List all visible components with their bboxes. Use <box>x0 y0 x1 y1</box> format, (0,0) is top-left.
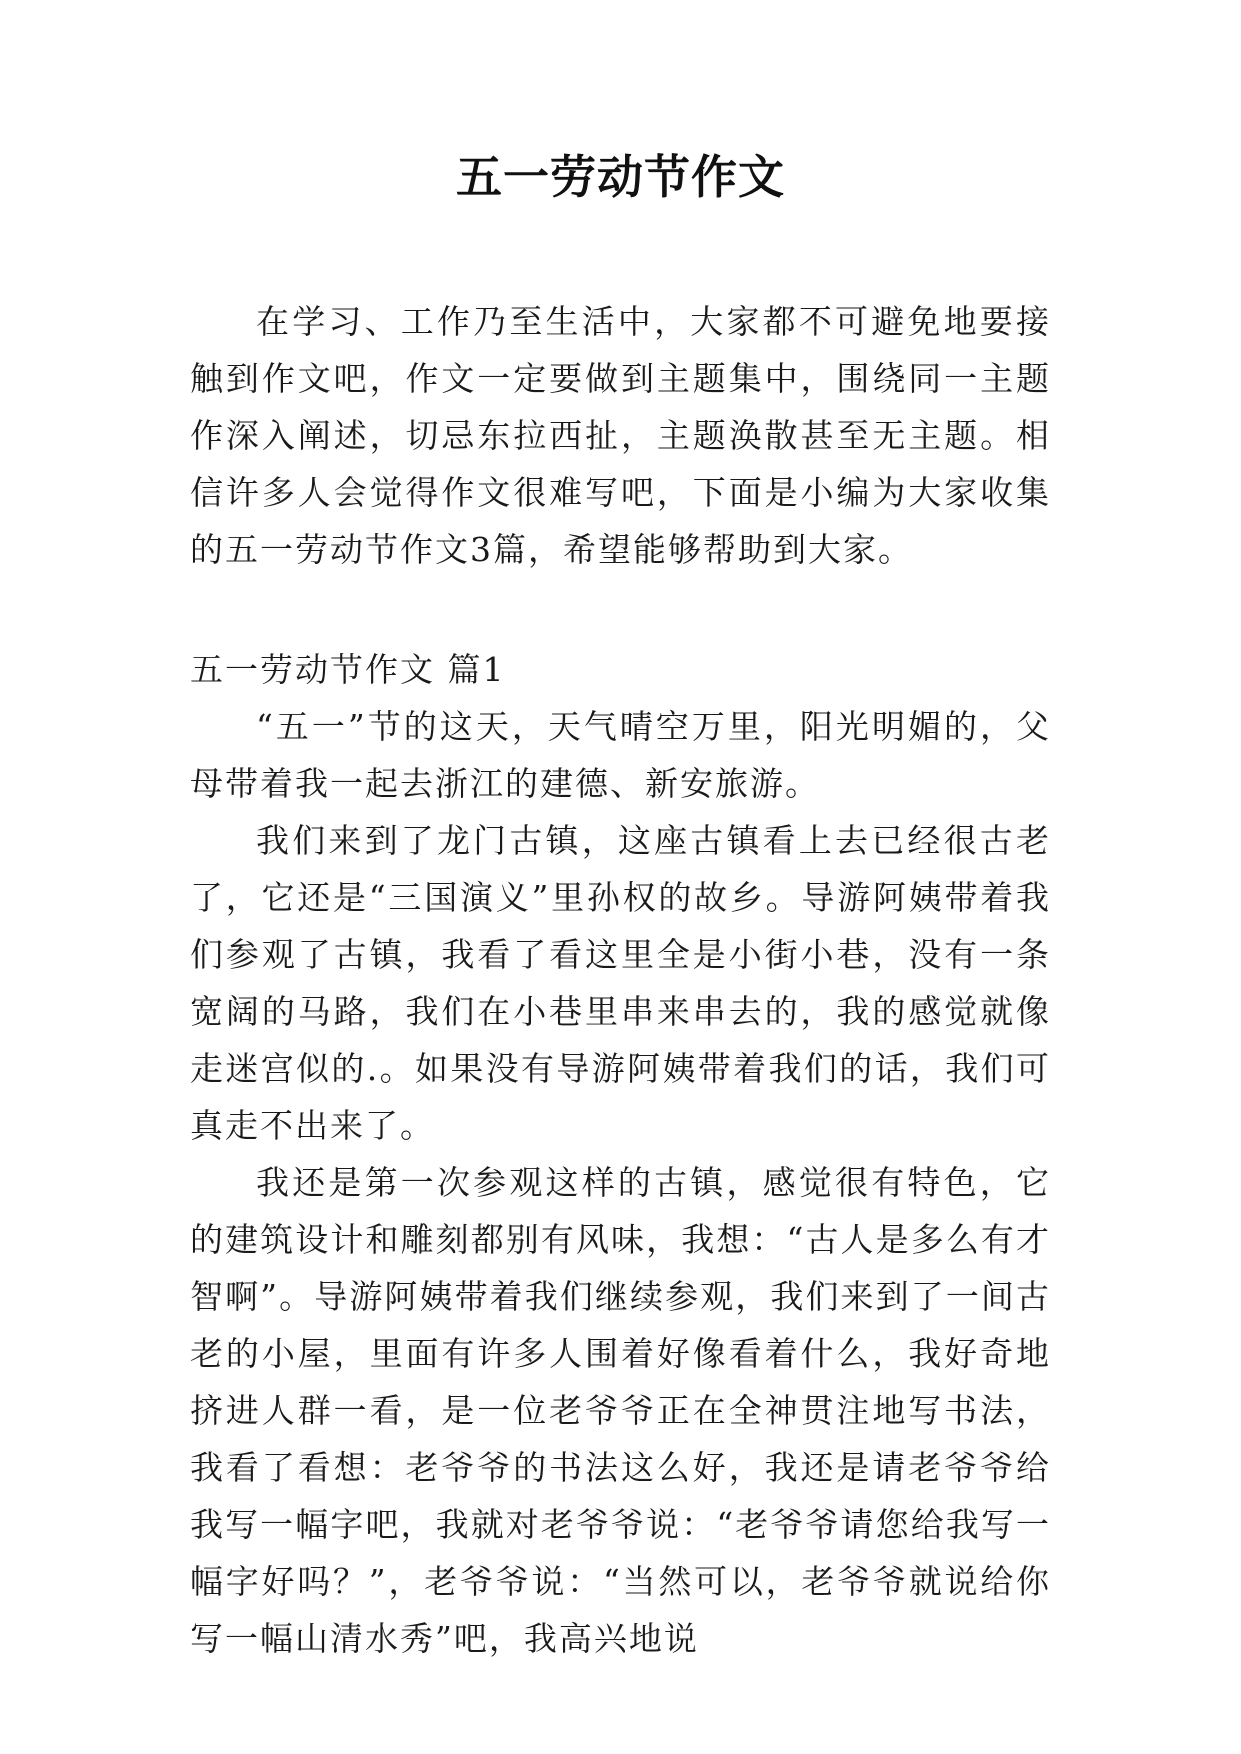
body-paragraph-3: 我还是第一次参观这样的古镇，感觉很有特色，它的建筑设计和雕刻都别有风味，我想：“古人是多么有才智啊”。导游阿姨带着我们继续参观，我们来到了一间古老的小屋，里面有许多人围着好像看着什么，我好奇地挤进人群一看，是一位老爷爷正在全神贯注地写书法，我看了看想：老爷爷的书法这么好，我还是请老爷爷给我写一幅字吧，我就对老爷爷说：“老爷爷请您给我写一幅字好吗？”，老爷爷说：“当然可以，老爷爷就说给你写一幅山清水秀”吧，我高兴地说 <box>190 1163 1051 1658</box>
body-paragraph-2: 我们来到了龙门古镇，这座古镇看上去已经很古老了，它还是“三国演义”里孙权的故乡。导游阿姨带着我们参观了古镇，我看了看这里全是小街小巷，没有一条宽阔的马路，我们在小巷里串来串去的，我的感觉就像走迷宫似的.。如果没有导游阿姨带着我们的话，我们可真走不出来了。 <box>190 821 1051 1145</box>
body-paragraph-1: “五一”节的这天，天气晴空万里，阳光明媚的，父母带着我一起去浙江的建德、新安旅游。 <box>190 707 1051 803</box>
intro-paragraph: 在学习、工作乃至生活中，大家都不可避免地要接触到作文吧，作文一定要做到主题集中，围绕同一主题作深入阐述，切忌东拉西扯，主题涣散甚至无主题。相信许多人会觉得作文很难写吧，下面是小编为大家收集的五一劳动节作文3篇，希望能够帮助到大家。 <box>190 302 1051 569</box>
document-title: 五一劳动节作文 <box>456 150 785 204</box>
document-body <box>190 293 1051 1667</box>
section-spacer <box>190 578 1051 641</box>
section-heading: 五一劳动节作文 篇1 <box>190 650 506 689</box>
